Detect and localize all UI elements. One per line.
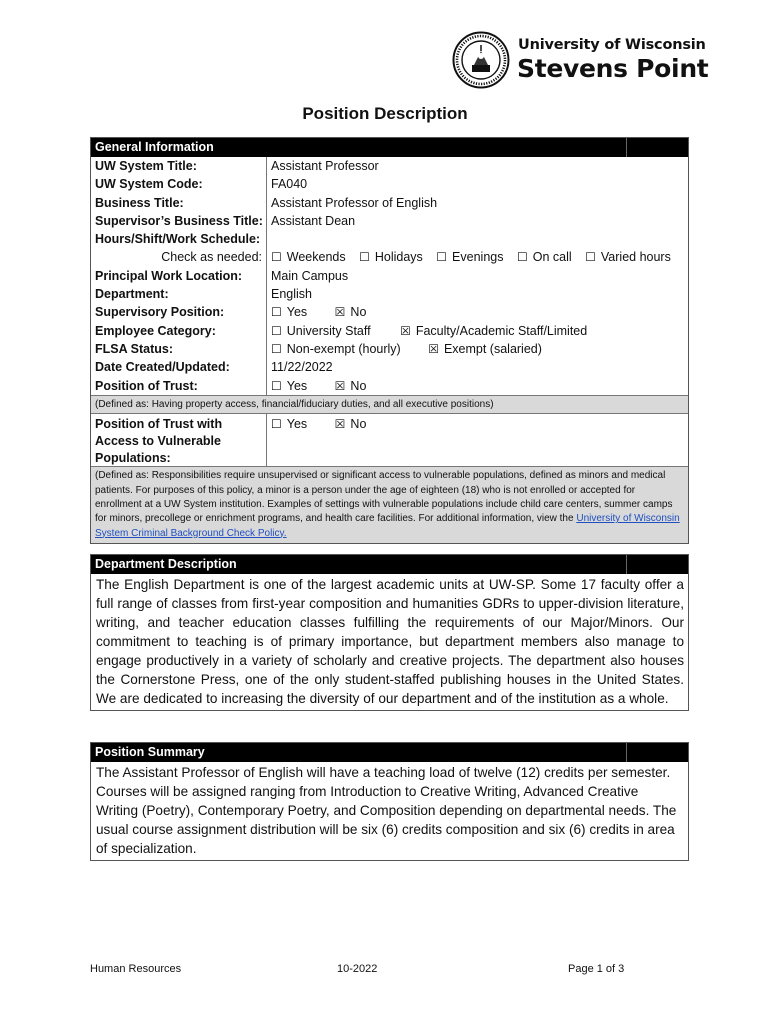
checkbox-exempt[interactable]: ☒ bbox=[428, 341, 439, 356]
checkbox-evenings[interactable]: ☐ bbox=[436, 250, 448, 265]
row-vulnerable-populations: Position of Trust with Access to Vulnerable Populations: ☐ Yes ☒ No bbox=[91, 414, 688, 466]
footer-page-number: Page 1 of 3 bbox=[568, 963, 625, 975]
document-title: Position Description bbox=[302, 104, 468, 123]
checkbox-trust-yes[interactable]: ☐ bbox=[271, 378, 282, 393]
supervisor-title-value: Assistant Dean bbox=[271, 213, 356, 228]
uw-system-title-value: Assistant Professor bbox=[271, 159, 379, 173]
date-value: 11/22/2022 bbox=[271, 360, 333, 375]
uw-system-code-value: FA040 bbox=[271, 177, 308, 192]
vulnerable-definition-note: (Defined as: Responsibilities require unsupervised or significant access to vulnerable populations, defined as minors and medical patients. For purposes of this policy, a minor is a person under the age of eighteen (18) who is not enrolled or accepted for enrollment at a UW System institution. Examples of settings with vulnerable populations include child care centers, summer camps for minors, precollege or enrichment programs, and health care facilities. For additional information, view the University of Wisconsin System Criminal Background Check Policy. bbox=[91, 466, 688, 542]
row-employee-category: Employee Category: ☐ University Staff ☒ Faculty/Academic Staff/Limited bbox=[91, 322, 688, 340]
footer-date: 10-2022 bbox=[337, 963, 378, 975]
university-logo bbox=[452, 31, 709, 91]
checkbox-supervisory-no[interactable]: ☒ bbox=[334, 305, 346, 320]
checkbox-holidays[interactable]: ☐ bbox=[359, 250, 370, 265]
checkbox-vuln-no[interactable]: ☒ bbox=[334, 417, 346, 432]
row-location: Principal Work Location: Main Campus bbox=[91, 267, 688, 285]
row-uw-system-title: UW System Title: Assistant Professor bbox=[91, 157, 688, 175]
trust-definition-note: (Defined as: Having property access, financial/fiduciary duties, and all executive positions) bbox=[91, 395, 688, 415]
checkbox-weekends[interactable]: ☐ bbox=[271, 250, 282, 265]
background-check-policy-link[interactable]: University of Wisconsin System Criminal Background Check Policy. bbox=[95, 513, 680, 539]
position-summary-body: The Assistant Professor of English will have a teaching load of twelve (12) credits per semester. Courses will be assigned ranging from Introduction to Creative Writing, Advanced Creative Writing (Poetry), Contemporary Poetry, and Composition depending on departmental needs. The usual course assignment distribution will be six (6) credits composition and six (6) credits in area of specialization. bbox=[96, 765, 677, 856]
row-uw-system-code: UW System Code: FA040 bbox=[91, 175, 688, 193]
footer-department: Human Resources bbox=[90, 963, 182, 975]
row-supervisory: Supervisory Position: ☐ Yes ☒ No bbox=[91, 303, 688, 321]
row-schedule: Hours/Shift/Work Schedule: bbox=[91, 230, 688, 248]
checkbox-on-call[interactable]: ☐ bbox=[516, 250, 528, 265]
university-seal-icon bbox=[452, 31, 510, 89]
row-check-as-needed: Check as needed: ☐ Weekends ☐ Holidays ☐ Evenings ☐ On call ☐ Varied hours bbox=[91, 248, 688, 266]
checkbox-faculty-academic[interactable]: ☒ bbox=[400, 323, 411, 338]
checkbox-supervisory-yes[interactable]: ☐ bbox=[271, 305, 282, 320]
location-value: Main Campus bbox=[271, 268, 349, 283]
row-supervisor-title: Supervisor’s Business Title: Assistant Dean bbox=[91, 212, 688, 230]
checkbox-vuln-yes[interactable]: ☐ bbox=[271, 417, 282, 432]
row-department: Department: English bbox=[91, 285, 688, 303]
department-description-body: The English Department is one of the largest academic units at UW-SP. Some 17 faculty offer a full range of classes from first-year composition and humanities GDRs to upper-division literature, writing, and teacher education classes fulfilling the requirements of our Major/Minors. Our commitment to teaching is of primary importance, but department members also manage to engage productively in a variety of scholarly and creative projects. The department also houses the Cornerstone Press, one of the only student-staffed publishing houses in the United States. We are dedicated to increasing the diversity of our department and of the institution as a whole. bbox=[96, 577, 684, 706]
business-title-value: Assistant Professor of English bbox=[271, 195, 438, 210]
department-description-section bbox=[90, 554, 689, 711]
row-business-title: Business Title: Assistant Professor of English bbox=[91, 194, 688, 212]
checkbox-varied-hours[interactable]: ☐ bbox=[585, 250, 596, 265]
checkbox-university-staff[interactable]: ☐ bbox=[271, 323, 282, 338]
department-description-heading: Department Description bbox=[91, 555, 688, 574]
row-date: Date Created/Updated: 11/22/2022 bbox=[91, 358, 688, 376]
checkbox-trust-no[interactable]: ☒ bbox=[334, 378, 346, 393]
university-name-line2: Stevens Point bbox=[517, 54, 709, 83]
checkbox-non-exempt[interactable]: ☐ bbox=[271, 341, 282, 356]
university-name-line1: University of Wisconsin bbox=[518, 37, 706, 53]
general-information-table bbox=[90, 137, 689, 544]
row-flsa-status: FLSA Status: ☐ Non-exempt (hourly) ☒ Exempt (salaried) bbox=[91, 340, 688, 358]
position-summary-section bbox=[90, 742, 689, 861]
schedule-options: ☐ Weekends ☐ Holidays ☐ Evenings ☐ On call ☐ Varied hours bbox=[267, 248, 671, 266]
general-information-heading: General Information bbox=[91, 138, 688, 157]
department-value: English bbox=[271, 287, 312, 302]
row-position-of-trust: Position of Trust: ☐ Yes ☒ No bbox=[91, 377, 688, 395]
position-summary-heading: Position Summary bbox=[91, 743, 688, 762]
